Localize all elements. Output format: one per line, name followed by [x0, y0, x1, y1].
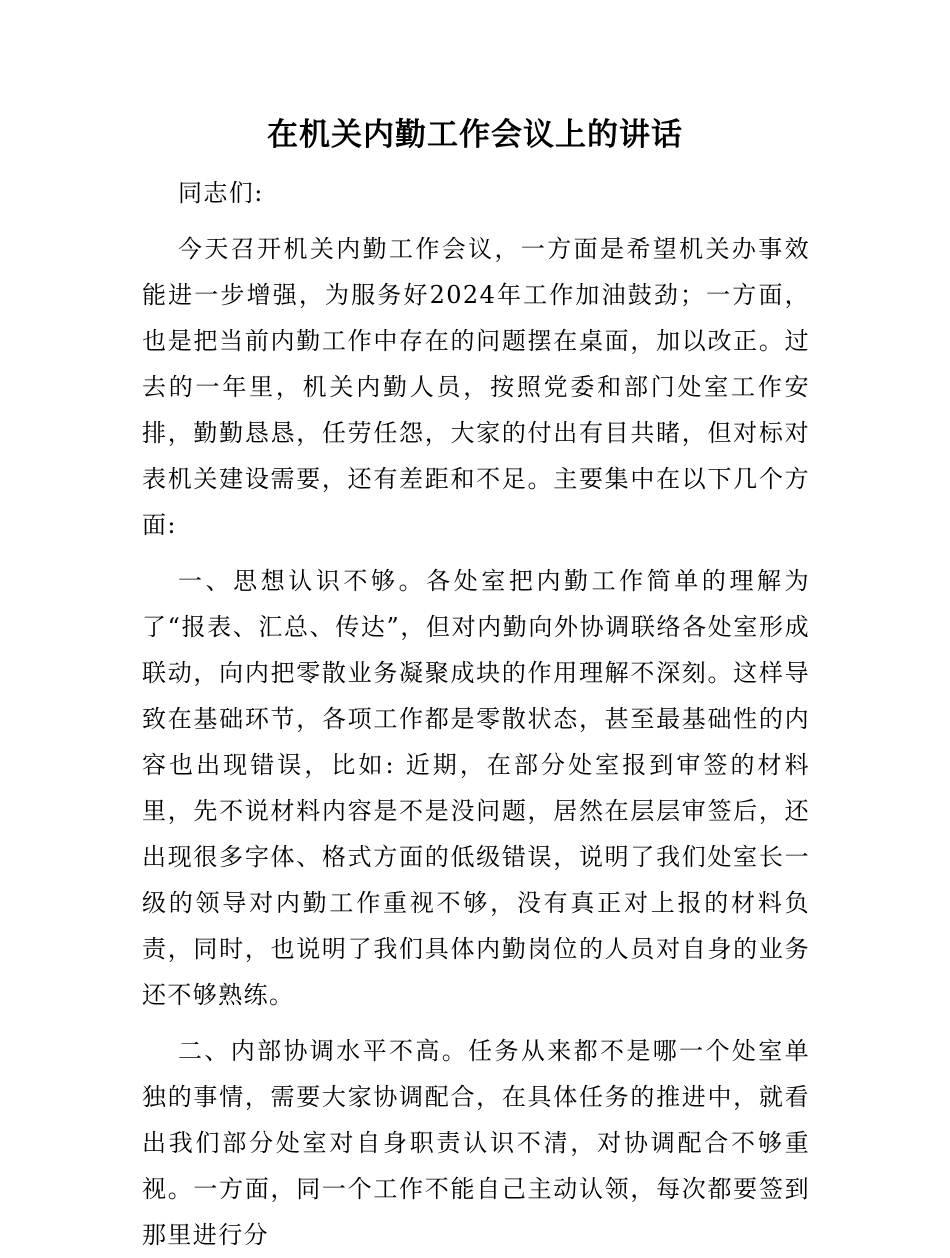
paragraph-section-one: 一、思想认识不够。各处室把内勤工作简单的理解为了“报表、汇总、传达”，但对内勤向外协调联络各处室形成联动，向内把零散业务凝聚成块的作用理解不深刻。这样导致在基础环节，各项工作都是零散状态，甚至最基础性的内容也出现错误，比如: 近期，在部分处室报到审签的材料里，先不说材料内容是不是没问题，居然在层层审签后，还出现很多字体、格式方面的低级错误，说明了我们处室长一级的领导对内勤工作重视不够，没有真正对上报的材料负责，同时，也说明了我们具体内勤岗位的人员对自身的业务还不够熟练。	[142, 567, 810, 1009]
greeting-line: 同志们:	[178, 179, 264, 207]
document-body	[142, 170, 810, 1258]
paragraph-section-two: 二、内部协调水平不高。任务从来都不是哪一个处室单独的事情，需要大家协调配合，在具体任务的推进中，就看出我们部分处室对自身职责认识不清，对协调配合不够重视。一方面，同一个工作不能自己主动认领，每次都要签到那里进行分	[142, 1037, 810, 1249]
document-title: 在机关内勤工作会议上的讲话	[267, 117, 683, 153]
paragraph-intro: 今天召开机关内勤工作会议，一方面是希望机关办事效能进一步增强，为服务好2024年工作加油鼓劲；一方面，也是把当前内勤工作中存在的问题摆在桌面，加以改正。过去的一年里，机关内勤人员，按照党委和部门处室工作安排，勤勤恳恳，任劳任怨，大家的付出有目共睹，但对标对表机关建设需要，还有差距和不足。主要集中在以下几个方面:	[142, 235, 810, 539]
